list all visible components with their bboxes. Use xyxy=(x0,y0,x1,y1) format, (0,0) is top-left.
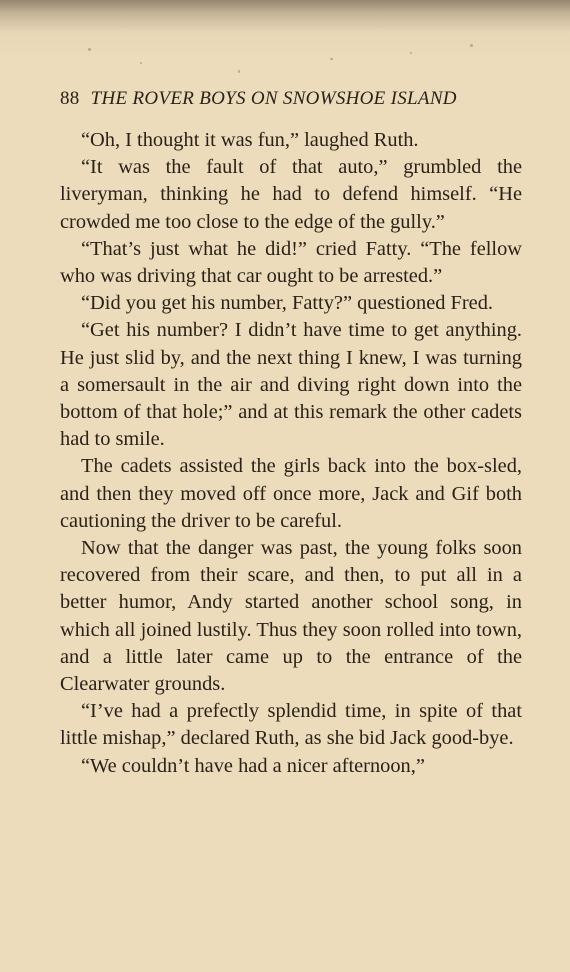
scan-edge-shadow xyxy=(0,0,570,60)
paragraph: “We couldn’t have had a nicer afternoon,” xyxy=(81,754,425,777)
paragraph: “I’ve had a prefectly splendid time, in spite of that little mishap,” declared Ruth, as she bid Jack good-bye. xyxy=(60,700,522,750)
page-number: 88 xyxy=(60,88,80,109)
scan-speck xyxy=(330,58,333,60)
paragraph: “It was the fault of that auto,” grumbled the liveryman, thinking he had to defend himself. “He crowded me too close to the edge of the gully.” xyxy=(60,156,522,233)
scan-speck xyxy=(470,44,473,47)
paragraph: “That’s just what he did!” cried Fatty. “The fellow who was driving that car ought to be arrested.” xyxy=(60,237,522,288)
scan-speck xyxy=(410,52,412,54)
paragraph: “Get his number? I didn’t have time to get anything. He just slid by, and the next thing I knew, I was turning a somersault in the air and diving right down into the bottom of that hole;” and at this remark the other cadets had to smile. xyxy=(60,319,522,451)
running-title: THE ROVER BOYS ON SNOWSHOE ISLAND xyxy=(90,88,457,109)
scan-speck xyxy=(238,70,240,73)
body-text xyxy=(60,127,522,780)
paragraph: The cadets assisted the girls back into the box-sled, and then they moved off once more, Jack and Gif both cautioning the driver to be careful. xyxy=(60,455,522,532)
paragraph: Now that the danger was past, the young folks soon recovered from their scare, and then, to put all in a better humor, Andy started another school song, in which all joined lustily. Thus they soon rolled into town, and a little later came up to the entrance of the Clearwater grounds. xyxy=(60,537,522,696)
paragraph: “Oh, I thought it was fun,” laughed Ruth. xyxy=(81,129,419,151)
paragraph: “Did you get his number, Fatty?” questioned Fred. xyxy=(81,292,494,315)
scan-speck xyxy=(140,62,142,64)
scan-speck xyxy=(88,48,91,51)
page-header xyxy=(60,86,510,112)
